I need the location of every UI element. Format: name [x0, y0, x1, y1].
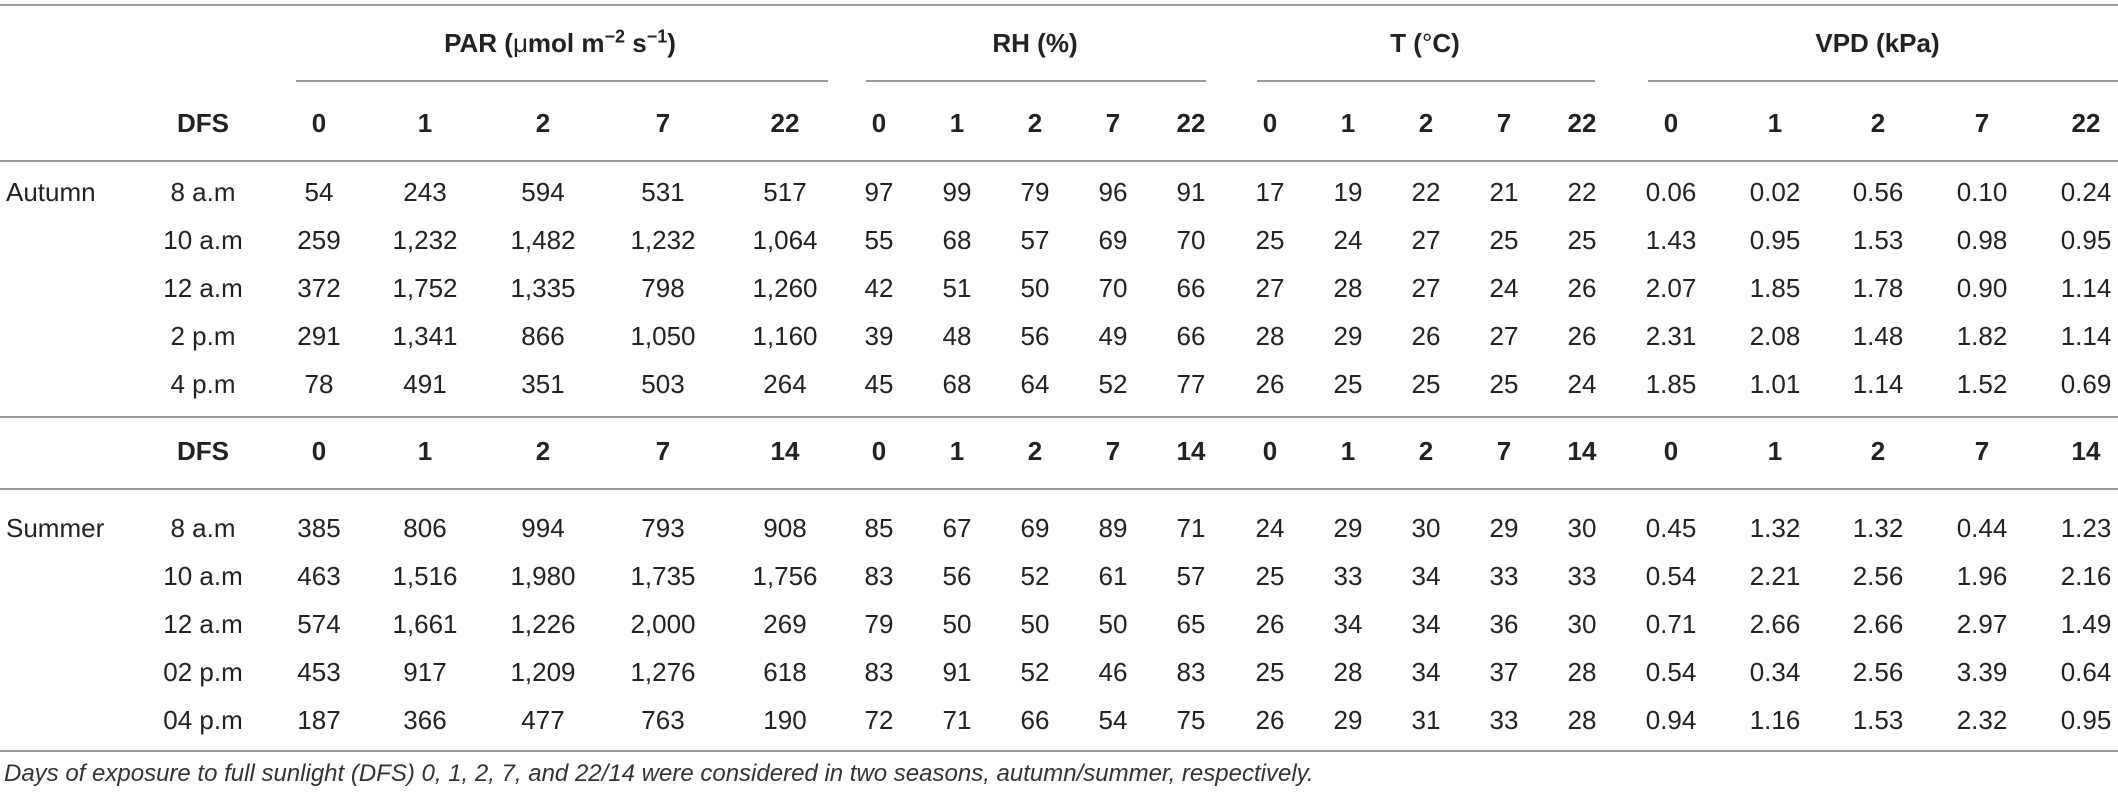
table-cell: 57: [1176, 561, 1206, 591]
section-divider-rule: [0, 416, 2118, 418]
summer-row: [0, 649, 2118, 695]
table-cell: 71: [1176, 513, 1206, 543]
dfs-value-header-cell: 1: [417, 108, 433, 138]
table-cell: 917: [403, 657, 447, 687]
table-cell: 27: [1255, 273, 1285, 303]
table-cell: 1.32: [1749, 513, 1801, 543]
dfs-value-header-cell: 0: [1262, 436, 1278, 466]
table-cell: 34: [1333, 609, 1363, 639]
t-label: T (: [1390, 28, 1422, 58]
summer-row: [0, 505, 2118, 551]
table-cell: 1,661: [392, 609, 458, 639]
table-cell: 291: [297, 321, 341, 351]
table-cell: 798: [641, 273, 685, 303]
dfs-value-header-cell: 14: [770, 436, 800, 466]
table-cell: 1,482: [510, 225, 576, 255]
table-cell: 1.82: [1956, 321, 2008, 351]
table-cell: 99: [942, 177, 972, 207]
dfs-value-header-cell: 1: [949, 108, 965, 138]
table-cell: 517: [763, 177, 807, 207]
dfs-value-header-cell: 1: [1340, 108, 1356, 138]
table-cell: 65: [1176, 609, 1206, 639]
table-cell: 453: [297, 657, 341, 687]
dfs-value-header-cell: 1: [1767, 108, 1783, 138]
summer-header-row: [0, 428, 2118, 474]
time-cell: 02 p.m: [163, 657, 243, 687]
table-cell: 52: [1020, 561, 1050, 591]
table-cell: 55: [864, 225, 894, 255]
table-cell: 1,209: [510, 657, 576, 687]
table-cell: 91: [1176, 177, 1206, 207]
table-cell: 594: [521, 177, 565, 207]
table-cell: 618: [763, 657, 807, 687]
dfs-value-header-cell: 7: [655, 108, 671, 138]
table-cell: 28: [1333, 273, 1363, 303]
table-cell: 1.16: [1749, 705, 1801, 735]
table-cell: 33: [1567, 561, 1597, 591]
table-cell: 994: [521, 513, 565, 543]
dfs-value-header-cell: 2: [1027, 436, 1043, 466]
table-cell: 69: [1020, 513, 1050, 543]
table-cell: 1.48: [1852, 321, 1904, 351]
table-cell: 36: [1489, 609, 1519, 639]
table-cell: 908: [763, 513, 807, 543]
dfs-value-header-cell: 0: [1663, 108, 1679, 138]
autumn-row: [0, 217, 2118, 263]
table-cell: 52: [1098, 369, 1128, 399]
table-cell: 29: [1333, 321, 1363, 351]
dfs-value-header-cell: 1: [949, 436, 965, 466]
table-cell: 793: [641, 513, 685, 543]
time-cell: 12 a.m: [163, 609, 243, 639]
table-cell: 0.54: [1645, 657, 1697, 687]
summer-season-label: Summer: [6, 513, 105, 543]
autumn-row: [0, 265, 2118, 311]
par-unit-a: mol m: [527, 28, 605, 58]
table-cell: 85: [864, 513, 894, 543]
dfs-value-header-cell: 22: [2071, 108, 2101, 138]
dfs-value-header-cell: 14: [1176, 436, 1206, 466]
table-cell: 1.52: [1956, 369, 2008, 399]
table-cell: 25: [1411, 369, 1441, 399]
t-group-underline: [1257, 80, 1595, 82]
table-cell: 34: [1411, 561, 1441, 591]
table-cell: 2,000: [630, 609, 696, 639]
time-cell: 8 a.m: [170, 513, 236, 543]
table-cell: 29: [1333, 513, 1363, 543]
table-cell: 27: [1411, 225, 1441, 255]
time-cell: 10 a.m: [163, 561, 243, 591]
dfs-value-header-cell: 2: [1870, 108, 1886, 138]
table-cell: 22: [1567, 177, 1597, 207]
dfs-value-header-cell: 1: [417, 436, 433, 466]
table-cell: 259: [297, 225, 341, 255]
table-cell: 1.43: [1645, 225, 1697, 255]
time-cell: 2 p.m: [170, 321, 236, 351]
vpd-group-header: VPD (kPa): [1815, 28, 1940, 58]
dfs-value-header-cell: 2: [1870, 436, 1886, 466]
table-cell: 83: [864, 561, 894, 591]
table-cell: 463: [297, 561, 341, 591]
table-cell: 26: [1567, 273, 1597, 303]
table-cell: 1,335: [510, 273, 576, 303]
table-cell: 71: [942, 705, 972, 735]
table-cell: 70: [1098, 273, 1128, 303]
table-cell: 243: [403, 177, 447, 207]
table-cell: 1.01: [1749, 369, 1801, 399]
autumn-season-label: Autumn: [6, 177, 96, 207]
table-cell: 28: [1255, 321, 1285, 351]
table-cell: 1.14: [2060, 273, 2112, 303]
table-cell: 24: [1567, 369, 1597, 399]
dfs-value-header-cell: 0: [311, 436, 327, 466]
table-cell: 0.69: [2060, 369, 2112, 399]
table-cell: 24: [1333, 225, 1363, 255]
par-mu-symbol: μ: [512, 28, 528, 58]
table-cell: 1,064: [752, 225, 818, 255]
table-cell: 77: [1176, 369, 1206, 399]
vpd-group-underline: [1648, 80, 2118, 82]
table-top-rule: [0, 4, 2118, 6]
par-suffix: ): [667, 28, 676, 58]
table-cell: 0.90: [1956, 273, 2008, 303]
table-cell: 52: [1020, 657, 1050, 687]
dfs-value-header-cell: 22: [1567, 108, 1597, 138]
table-cell: 50: [1098, 609, 1128, 639]
table-cell: 190: [763, 705, 807, 735]
dfs-value-header-cell: 2: [1418, 436, 1434, 466]
dfs-value-header-cell: 0: [871, 108, 887, 138]
table-cell: 0.94: [1645, 705, 1697, 735]
table-cell: 39: [864, 321, 894, 351]
table-cell: 26: [1255, 609, 1285, 639]
table-cell: 187: [297, 705, 341, 735]
table-cell: 3.39: [1956, 657, 2008, 687]
table-cell: 0.54: [1645, 561, 1697, 591]
table-cell: 0.24: [2060, 177, 2112, 207]
table-cell: 1.32: [1852, 513, 1904, 543]
table-cell: 1,050: [630, 321, 696, 351]
table-cell: 531: [641, 177, 685, 207]
table-cell: 574: [297, 609, 341, 639]
table-cell: 0.34: [1749, 657, 1801, 687]
dfs-value-header-cell: 0: [1663, 436, 1679, 466]
table-cell: 0.45: [1645, 513, 1697, 543]
table-cell: 30: [1567, 513, 1597, 543]
table-cell: 54: [1098, 705, 1128, 735]
table-cell: 2.56: [1852, 657, 1904, 687]
table-cell: 96: [1098, 177, 1128, 207]
dfs-value-header-cell: 0: [871, 436, 887, 466]
time-cell: 8 a.m: [170, 177, 236, 207]
table-cell: 351: [521, 369, 565, 399]
table-cell: 763: [641, 705, 685, 735]
t-degree-symbol: °: [1421, 28, 1433, 58]
table-footnote: Days of exposure to full sunlight (DFS) 0, 1, 2, 7, and 22/14 were considered in two seasons, autumn/summer, respectively.: [4, 760, 1314, 787]
table-cell: 0.44: [1956, 513, 2008, 543]
table-cell: 56: [942, 561, 972, 591]
table-cell: 50: [1020, 609, 1050, 639]
table-cell: 57: [1020, 225, 1050, 255]
table-cell: 2.97: [1956, 609, 2008, 639]
dfs-value-header-cell: 2: [535, 436, 551, 466]
dfs-value-header-cell: 7: [1496, 108, 1512, 138]
table-cell: 17: [1255, 177, 1285, 207]
table-cell: 1.85: [1749, 273, 1801, 303]
dfs-header-cell: DFS: [177, 436, 229, 466]
table-cell: 50: [1020, 273, 1050, 303]
time-cell: 04 p.m: [163, 705, 243, 735]
table-cell: 2.56: [1852, 561, 1904, 591]
table-cell: 1,260: [752, 273, 818, 303]
dfs-header-cell: DFS: [177, 108, 229, 138]
table-cell: 1,341: [392, 321, 458, 351]
table-cell: 45: [864, 369, 894, 399]
table-bottom-rule: [0, 750, 2118, 752]
table-cell: 56: [1020, 321, 1050, 351]
table-cell: 1,980: [510, 561, 576, 591]
table-cell: 19: [1333, 177, 1363, 207]
table-cell: 25: [1333, 369, 1363, 399]
table-cell: 50: [942, 609, 972, 639]
table-cell: 0.06: [1645, 177, 1697, 207]
table-cell: 79: [864, 609, 894, 639]
table-cell: 0.10: [1956, 177, 2008, 207]
table-cell: 42: [864, 273, 894, 303]
table-cell: 28: [1567, 657, 1597, 687]
dfs-value-header-cell: 1: [1340, 436, 1356, 466]
dfs-value-header-cell: 14: [2071, 436, 2101, 466]
dfs-value-header-cell: 22: [1176, 108, 1206, 138]
table-cell: 22: [1411, 177, 1441, 207]
dfs-value-header-cell: 7: [655, 436, 671, 466]
autumn-header-row: [0, 100, 2118, 146]
table-cell: 34: [1411, 657, 1441, 687]
table-cell: 2.16: [2060, 561, 2112, 591]
autumn-row: [0, 361, 2118, 407]
table-cell: 27: [1411, 273, 1441, 303]
time-cell: 10 a.m: [163, 225, 243, 255]
table-cell: 25: [1489, 369, 1519, 399]
dfs-value-header-cell: 0: [1262, 108, 1278, 138]
table-cell: 269: [763, 609, 807, 639]
table-cell: 2.66: [1852, 609, 1904, 639]
table-cell: 27: [1489, 321, 1519, 351]
table-cell: 1.96: [1956, 561, 2008, 591]
table-cell: 1.14: [1852, 369, 1904, 399]
time-cell: 12 a.m: [163, 273, 243, 303]
table-cell: 0.02: [1749, 177, 1801, 207]
par-label: PAR (: [444, 28, 513, 58]
table-cell: 1.14: [2060, 321, 2112, 351]
table-cell: 1,232: [392, 225, 458, 255]
table-cell: 37: [1489, 657, 1519, 687]
table-cell: 91: [942, 657, 972, 687]
table-cell: 28: [1333, 657, 1363, 687]
table-cell: 97: [864, 177, 894, 207]
table-cell: 866: [521, 321, 565, 351]
table-cell: 0.95: [1749, 225, 1801, 255]
table-cell: 78: [304, 369, 334, 399]
dfs-value-header-cell: 2: [1418, 108, 1434, 138]
table-cell: 1.53: [1852, 705, 1904, 735]
table-cell: 26: [1411, 321, 1441, 351]
table-cell: 67: [942, 513, 972, 543]
table-cell: 264: [763, 369, 807, 399]
table-cell: 46: [1098, 657, 1128, 687]
dfs-value-header-cell: 14: [1567, 436, 1597, 466]
autumn-row: [0, 313, 2118, 359]
table-cell: 68: [942, 225, 972, 255]
table-cell: 0.95: [2060, 225, 2112, 255]
table-cell: 1,735: [630, 561, 696, 591]
par-unit-b: s: [625, 28, 647, 58]
table-cell: 0.71: [1645, 609, 1697, 639]
table-cell: 79: [1020, 177, 1050, 207]
table-cell: 33: [1489, 561, 1519, 591]
table-cell: 2.08: [1749, 321, 1801, 351]
table-cell: 25: [1567, 225, 1597, 255]
t-unit: C): [1432, 28, 1460, 58]
table-cell: 29: [1333, 705, 1363, 735]
table-cell: 1,232: [630, 225, 696, 255]
table-cell: 2.21: [1749, 561, 1801, 591]
dfs-value-header-cell: 7: [1496, 436, 1512, 466]
table-cell: 33: [1489, 705, 1519, 735]
table-cell: 385: [297, 513, 341, 543]
table-cell: 1.23: [2060, 513, 2112, 543]
dfs-value-header-cell: 7: [1105, 436, 1121, 466]
table-cell: 48: [942, 321, 972, 351]
summer-header-rule: [0, 488, 2118, 490]
table-cell: 1,756: [752, 561, 818, 591]
table-cell: 70: [1176, 225, 1206, 255]
table-cell: 66: [1176, 273, 1206, 303]
table-cell: 72: [864, 705, 894, 735]
table-cell: 49: [1098, 321, 1128, 351]
table-cell: 28: [1567, 705, 1597, 735]
table-cell: 477: [521, 705, 565, 735]
table-cell: 25: [1255, 657, 1285, 687]
dfs-value-header-cell: 0: [311, 108, 327, 138]
table-cell: 806: [403, 513, 447, 543]
table-cell: 21: [1489, 177, 1519, 207]
table-cell: 26: [1567, 321, 1597, 351]
table-cell: 25: [1255, 225, 1285, 255]
table-cell: 1,752: [392, 273, 458, 303]
rh-group-header: RH (%): [992, 28, 1078, 58]
table-cell: 2.07: [1645, 273, 1697, 303]
table-cell: 1,276: [630, 657, 696, 687]
table-cell: 83: [1176, 657, 1206, 687]
table-cell: 366: [403, 705, 447, 735]
table-cell: 75: [1176, 705, 1206, 735]
dfs-value-header-cell: 1: [1767, 436, 1783, 466]
rh-group-underline: [866, 80, 1206, 82]
dfs-value-header-cell: 2: [535, 108, 551, 138]
table-cell: 31: [1411, 705, 1441, 735]
table-cell: 61: [1098, 561, 1128, 591]
table-cell: 51: [942, 273, 972, 303]
table-cell: 26: [1255, 705, 1285, 735]
table-cell: 503: [641, 369, 685, 399]
table-cell: 1.53: [1852, 225, 1904, 255]
table-cell: 491: [403, 369, 447, 399]
par-group-header: [290, 20, 830, 66]
dfs-value-header-cell: 7: [1974, 436, 1990, 466]
table-cell: 54: [304, 177, 334, 207]
table-cell: 1,516: [392, 561, 458, 591]
table-cell: 83: [864, 657, 894, 687]
table-cell: 89: [1098, 513, 1128, 543]
table-cell: 0.95: [2060, 705, 2112, 735]
table-cell: 26: [1255, 369, 1285, 399]
dfs-value-header-cell: 7: [1105, 108, 1121, 138]
summer-row: [0, 601, 2118, 647]
summer-row: [0, 553, 2118, 599]
table-cell: 2.31: [1645, 321, 1697, 351]
autumn-header-rule: [0, 160, 2118, 162]
table-cell: 372: [297, 273, 341, 303]
table-cell: 24: [1489, 273, 1519, 303]
table-cell: 0.56: [1852, 177, 1904, 207]
table-cell: 30: [1411, 513, 1441, 543]
table-cell: 30: [1567, 609, 1597, 639]
table-cell: 66: [1020, 705, 1050, 735]
table-cell: 25: [1255, 561, 1285, 591]
par-exp-2: −1: [646, 26, 668, 47]
t-group-header: [1250, 20, 1600, 66]
table-cell: 0.98: [1956, 225, 2008, 255]
table-cell: 2.32: [1956, 705, 2008, 735]
table-cell: 1.85: [1645, 369, 1697, 399]
table-cell: 68: [942, 369, 972, 399]
table-cell: 25: [1489, 225, 1519, 255]
table-cell: 1.78: [1852, 273, 1904, 303]
time-cell: 4 p.m: [170, 369, 236, 399]
autumn-row: [0, 169, 2118, 215]
table-cell: 33: [1333, 561, 1363, 591]
table-cell: 1,160: [752, 321, 818, 351]
dfs-value-header-cell: 7: [1974, 108, 1990, 138]
table-cell: 29: [1489, 513, 1519, 543]
par-exp-1: −2: [604, 26, 626, 47]
table-cell: 24: [1255, 513, 1285, 543]
table-cell: 64: [1020, 369, 1050, 399]
par-group-underline: [296, 80, 828, 82]
dfs-value-header-cell: 22: [770, 108, 800, 138]
table-cell: 69: [1098, 225, 1128, 255]
summer-row: [0, 697, 2118, 743]
table-cell: 34: [1411, 609, 1441, 639]
table-cell: 0.64: [2060, 657, 2112, 687]
table-cell: 1.49: [2060, 609, 2112, 639]
table-cell: 1,226: [510, 609, 576, 639]
table-cell: 2.66: [1749, 609, 1801, 639]
dfs-value-header-cell: 2: [1027, 108, 1043, 138]
table-cell: 66: [1176, 321, 1206, 351]
